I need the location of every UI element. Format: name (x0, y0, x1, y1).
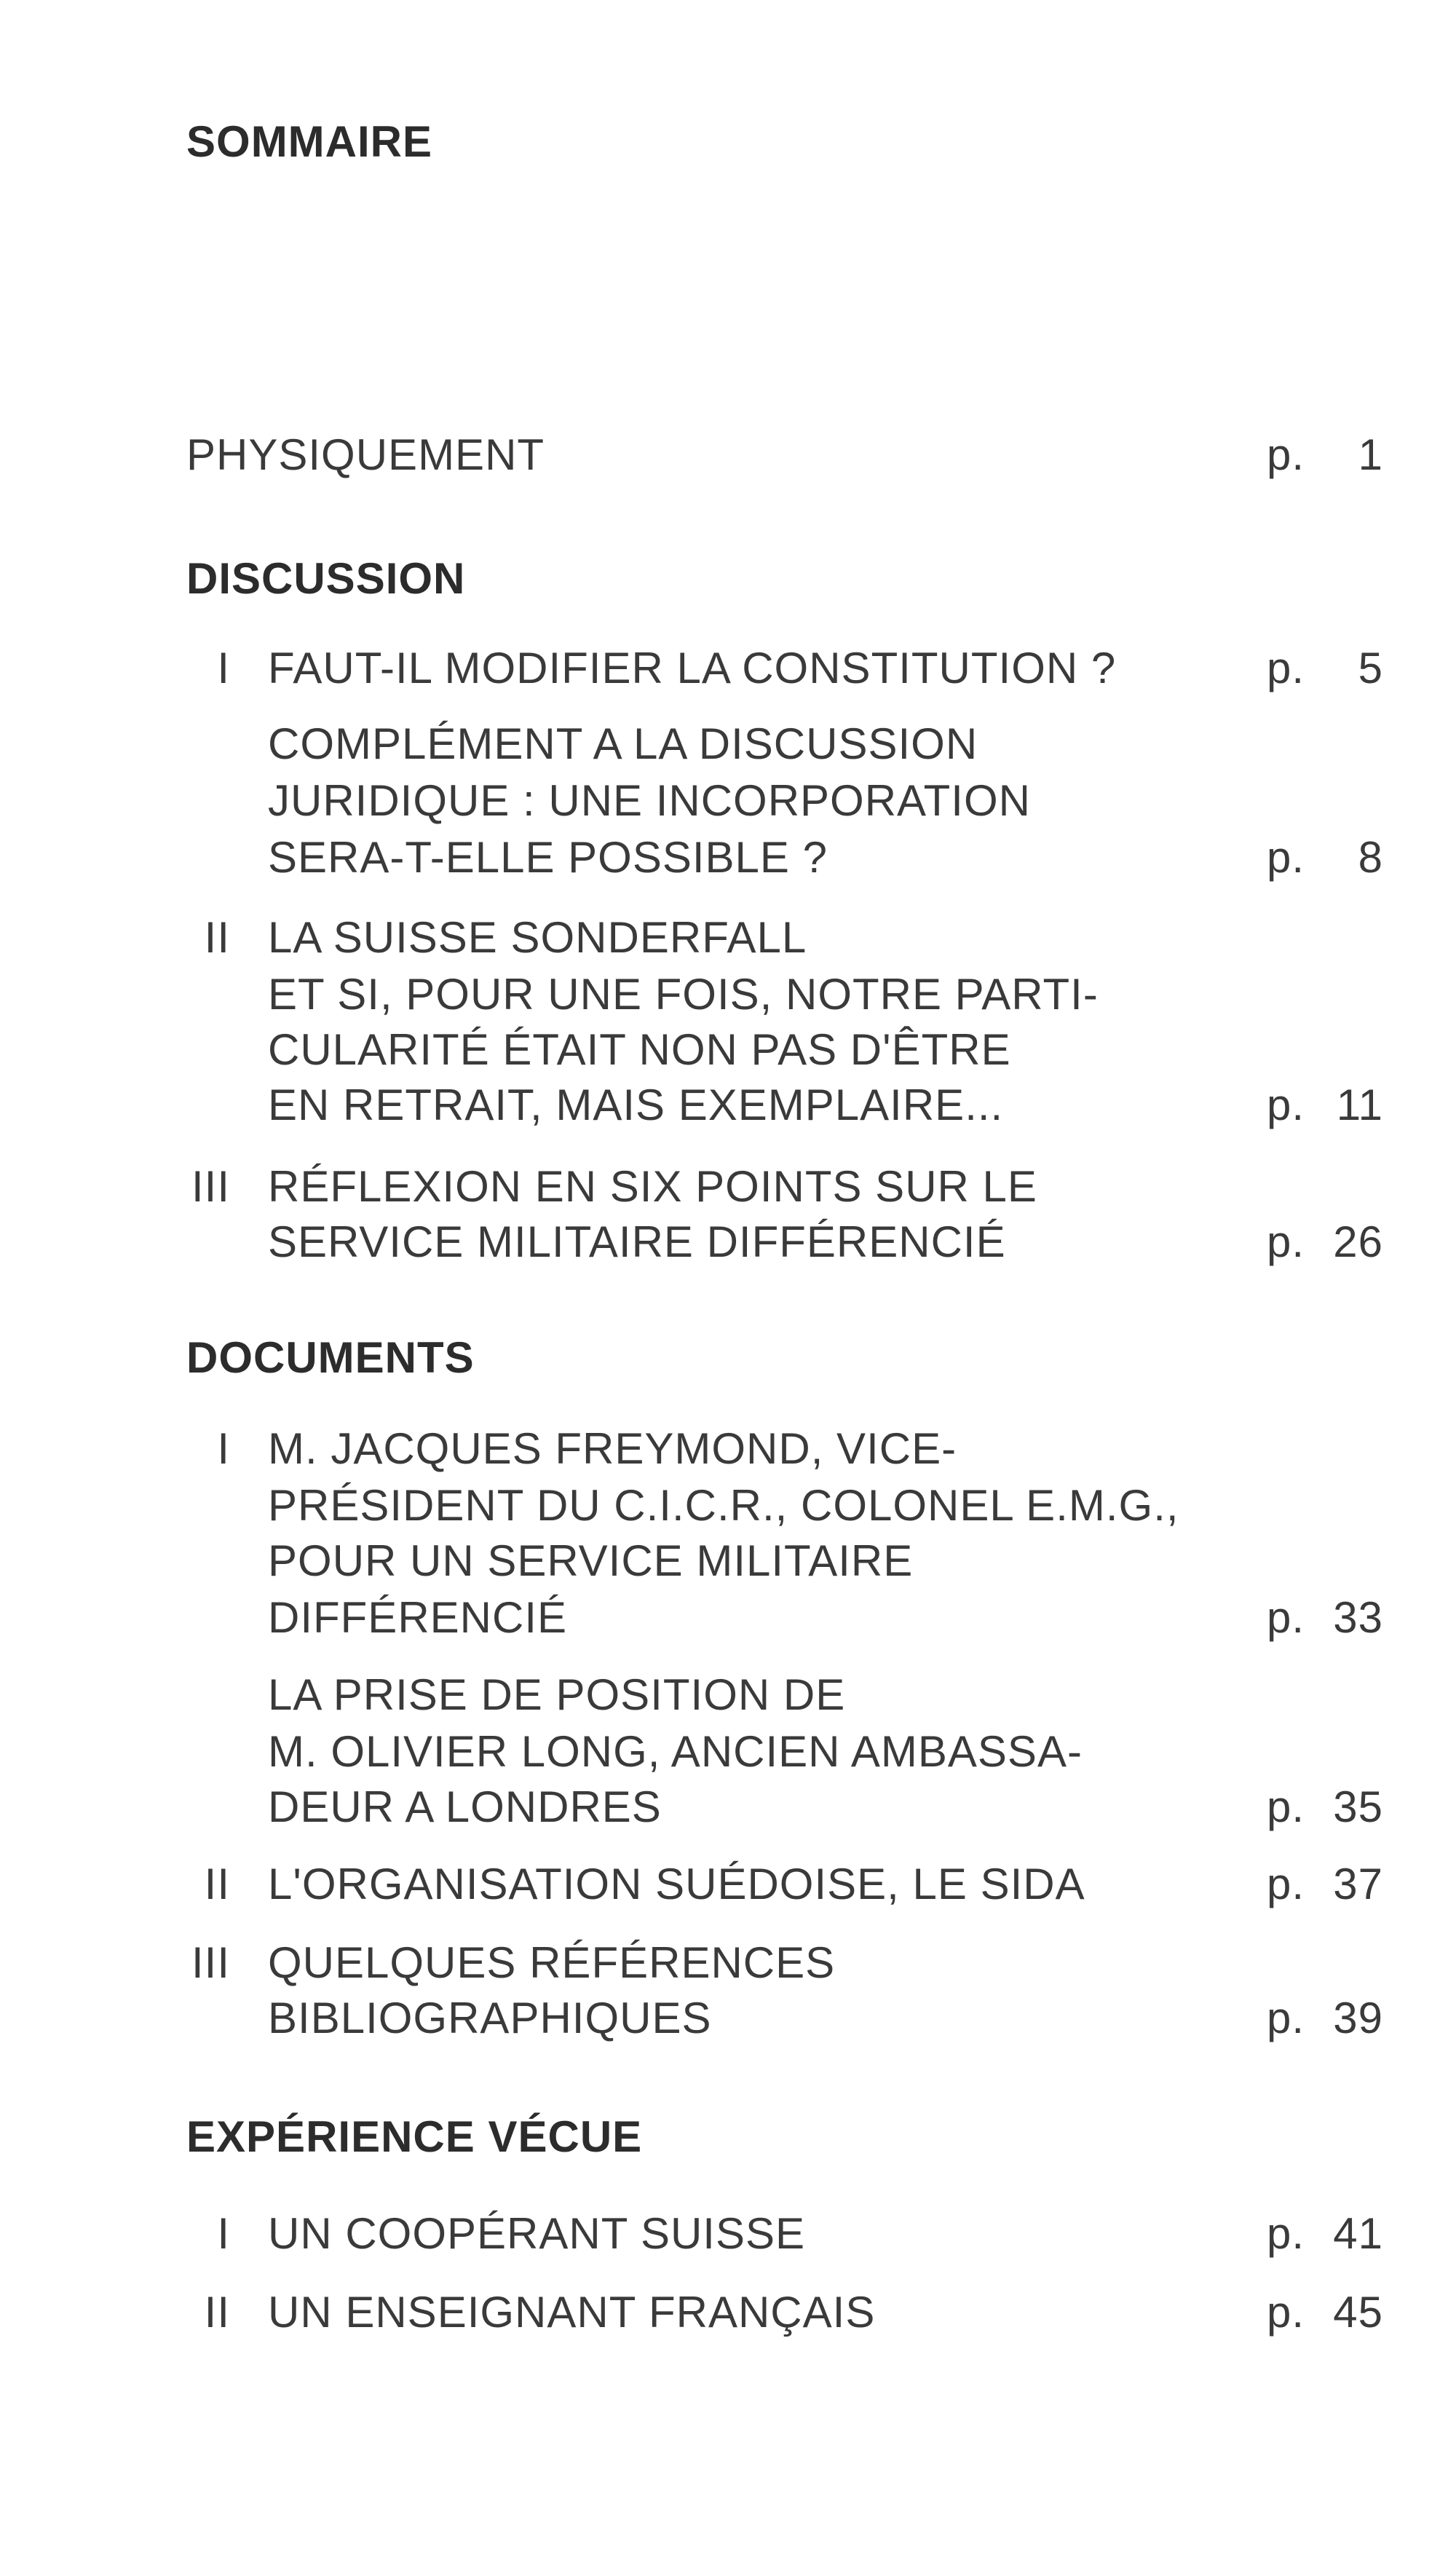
toc-entry-physiquement: PHYSIQUEMENT (186, 430, 545, 479)
toc-page-ref (1267, 1782, 1383, 1831)
toc-item-line: POUR UN SERVICE MILITAIRE (268, 1536, 914, 1585)
item-numeral: II (204, 1860, 230, 1908)
toc-item-line: QUELQUES RÉFÉRENCES (268, 1938, 836, 1987)
toc-item-line: M. OLIVIER LONG, ANCIEN AMBASSA- (268, 1727, 1083, 1776)
toc-item-line: DIFFÉRENCIÉ (268, 1593, 568, 1642)
toc-page-ref (1267, 1994, 1383, 2042)
toc-page-ref (1267, 1860, 1383, 1908)
page-abbrev: p. (1267, 1593, 1305, 1642)
page-number: 11 (1336, 1081, 1383, 1129)
toc-item-line: PRÉSIDENT DU C.I.C.R., COLONEL E.M.G., (268, 1481, 1179, 1530)
toc-item-line: SERA-T-ELLE POSSIBLE ? (268, 833, 828, 882)
page-abbrev: p. (1267, 1782, 1305, 1831)
toc-item-line: L'ORGANISATION SUÉDOISE, LE SIDA (268, 1860, 1085, 1908)
item-numeral: III (191, 1938, 230, 1987)
page-title: SOMMAIRE (186, 117, 432, 166)
item-numeral: II (204, 913, 230, 962)
page-abbrev: p. (1267, 430, 1305, 479)
toc-page-ref (1267, 430, 1383, 479)
item-numeral: I (217, 644, 230, 692)
item-numeral: III (191, 1162, 230, 1211)
toc-item-line: ET SI, POUR UNE FOIS, NOTRE PARTI- (268, 970, 1099, 1019)
page-number: 5 (1358, 644, 1383, 692)
toc-page-ref (1267, 1593, 1383, 1642)
toc-page-ref (1267, 2288, 1383, 2337)
toc-item-line: EN RETRAIT, MAIS EXEMPLAIRE... (268, 1081, 1004, 1129)
toc-item-line: CULARITÉ ÉTAIT NON PAS D'ÊTRE (268, 1025, 1011, 1074)
item-numeral: I (217, 2209, 230, 2258)
toc-item-line: BIBLIOGRAPHIQUES (268, 1994, 712, 2042)
page-number: 26 (1333, 1217, 1383, 1266)
page-number: 33 (1333, 1593, 1383, 1642)
toc-item-line: RÉFLEXION EN SIX POINTS SUR LE (268, 1162, 1037, 1211)
page-abbrev: p. (1267, 2209, 1305, 2258)
toc-page-ref (1267, 833, 1383, 882)
page-abbrev: p. (1267, 1217, 1305, 1266)
page-abbrev: p. (1267, 1081, 1305, 1129)
toc-item-line: LA PRISE DE POSITION DE (268, 1670, 846, 1719)
toc-item-line: M. JACQUES FREYMOND, VICE- (268, 1424, 957, 1473)
page-abbrev: p. (1267, 2288, 1305, 2337)
toc-page-ref (1267, 1217, 1383, 1266)
section-heading-documents: DOCUMENTS (186, 1333, 475, 1382)
toc-item-line: UN COOPÉRANT SUISSE (268, 2209, 806, 2258)
page-number: 35 (1333, 1782, 1383, 1831)
toc-item-line: JURIDIQUE : UNE INCORPORATION (268, 776, 1031, 825)
section-heading-experience: EXPÉRIENCE VÉCUE (186, 2112, 643, 2161)
section-heading-discussion: DISCUSSION (186, 554, 466, 603)
page-number: 8 (1358, 833, 1383, 882)
item-numeral: II (204, 2288, 230, 2337)
page-abbrev: p. (1267, 1994, 1305, 2042)
page-abbrev: p. (1267, 1860, 1305, 1908)
page-number: 37 (1333, 1860, 1383, 1908)
toc-item-line: SERVICE MILITAIRE DIFFÉRENCIÉ (268, 1217, 1006, 1266)
page-abbrev: p. (1267, 833, 1305, 882)
toc-page-ref (1267, 644, 1383, 692)
page-number: 39 (1333, 1994, 1383, 2042)
page-number: 1 (1358, 430, 1383, 479)
page-number: 45 (1333, 2288, 1383, 2337)
toc-page-ref (1267, 1083, 1383, 1127)
toc-item-line: DEUR A LONDRES (268, 1782, 662, 1831)
item-numeral: I (217, 1424, 230, 1473)
page-number: 41 (1333, 2209, 1383, 2258)
toc-item-line: UN ENSEIGNANT FRANÇAIS (268, 2288, 876, 2337)
toc-item-line: LA SUISSE SONDERFALL (268, 913, 807, 962)
toc-page-ref (1267, 2209, 1383, 2258)
toc-item-line: COMPLÉMENT A LA DISCUSSION (268, 719, 978, 768)
page-abbrev: p. (1267, 644, 1305, 692)
toc-item-line: FAUT-IL MODIFIER LA CONSTITUTION ? (268, 644, 1117, 692)
